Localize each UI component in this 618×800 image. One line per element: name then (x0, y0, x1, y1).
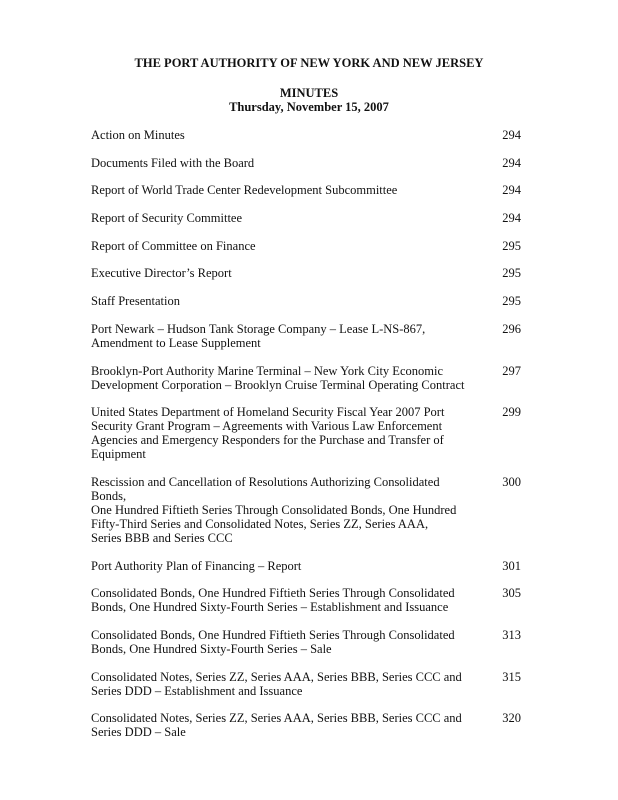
toc-entry-page: 295 (502, 266, 521, 281)
toc-entry-title: Port Authority Plan of Financing – Report (91, 558, 302, 573)
toc-entry-title: Brooklyn-Port Authority Marine Terminal – New York City Economic Development Corporation – Brooklyn Cruise Terminal Operating Contract (91, 363, 465, 392)
toc-entry-title: United States Department of Homeland Security Fiscal Year 2007 Port Security Grant Program – Agreements with Various Law Enforcement Agencies and Emergency Responders for the Purchase and Transfer of Equipment (91, 405, 445, 462)
toc-entry (91, 322, 521, 350)
toc-entry-title: Report of Security Committee (91, 211, 243, 226)
toc-entry (91, 211, 521, 225)
toc-entry-title: Documents Filed with the Board (91, 155, 255, 170)
meeting-date: Thursday, November 15, 2007 (229, 100, 389, 114)
toc-entry-title: Executive Director’s Report (91, 266, 232, 281)
toc-entry-page: 295 (502, 238, 521, 253)
toc-entry-title: Report of Committee on Finance (91, 238, 256, 253)
toc-entry (91, 364, 521, 392)
toc-entry-page: 294 (502, 128, 521, 142)
toc-entry-page: 296 (502, 321, 521, 336)
toc-entry (91, 628, 521, 656)
toc-entry (91, 711, 521, 739)
toc-entry (91, 294, 521, 308)
toc-entry (91, 475, 521, 545)
toc-entry-page: 294 (502, 155, 521, 170)
toc-entry-page: 315 (502, 669, 521, 684)
toc-entry-page: 305 (502, 586, 521, 601)
toc-entry-title: Report of World Trade Center Redevelopment Subcommittee (91, 183, 398, 198)
toc-entry-page: 294 (502, 183, 521, 198)
toc-entry-page: 295 (502, 294, 521, 309)
toc-entry-title: Staff Presentation (91, 294, 180, 309)
toc-entry-title: Consolidated Notes, Series ZZ, Series AAA, Series BBB, Series CCC and Series DDD – Sale (91, 711, 462, 740)
toc-entry-page: 300 (502, 474, 521, 489)
toc-entry (91, 128, 521, 142)
toc-entry (91, 239, 521, 253)
toc-entry (91, 405, 521, 461)
toc-entry-page: 313 (502, 627, 521, 642)
toc-entry-title: Action on Minutes (91, 128, 185, 142)
organization-heading: THE PORT AUTHORITY OF NEW YORK AND NEW JERSEY (134, 56, 484, 70)
toc-entry (91, 670, 521, 698)
toc-entry (91, 266, 521, 280)
toc-entry-page: 320 (502, 711, 521, 726)
toc-entry-page: 297 (502, 363, 521, 378)
toc-entry-title: Consolidated Bonds, One Hundred Fiftieth Series Through Consolidated Bonds, One Hundred Sixty-Fourth Series – Establishment and Issuance (91, 586, 455, 615)
toc-entry-title: Port Newark – Hudson Tank Storage Company – Lease L-NS-867, Amendment to Lease Supplement (91, 321, 426, 350)
document-title: MINUTES (279, 86, 339, 100)
toc-entry (91, 586, 521, 614)
toc-entry-title: Rescission and Cancellation of Resolutions Authorizing Consolidated Bonds, One Hundred Fiftieth Series Through Consolidated Bonds, One Hundred Fifty-Third Series and Consolidated Notes, Series ZZ, Series AAA, Series BBB and Series CCC (91, 474, 457, 545)
toc-entry-page: 299 (502, 405, 521, 420)
toc-entry-page: 301 (502, 558, 521, 573)
toc-entry (91, 156, 521, 170)
toc-entry-page: 294 (502, 211, 521, 226)
toc-entry (91, 559, 521, 573)
table-of-contents (91, 128, 521, 753)
toc-entry (91, 183, 521, 197)
toc-entry-title: Consolidated Bonds, One Hundred Fiftieth Series Through Consolidated Bonds, One Hundred Sixty-Fourth Series – Sale (91, 627, 455, 656)
toc-entry-title: Consolidated Notes, Series ZZ, Series AAA, Series BBB, Series CCC and Series DDD – Establishment and Issuance (91, 669, 462, 698)
